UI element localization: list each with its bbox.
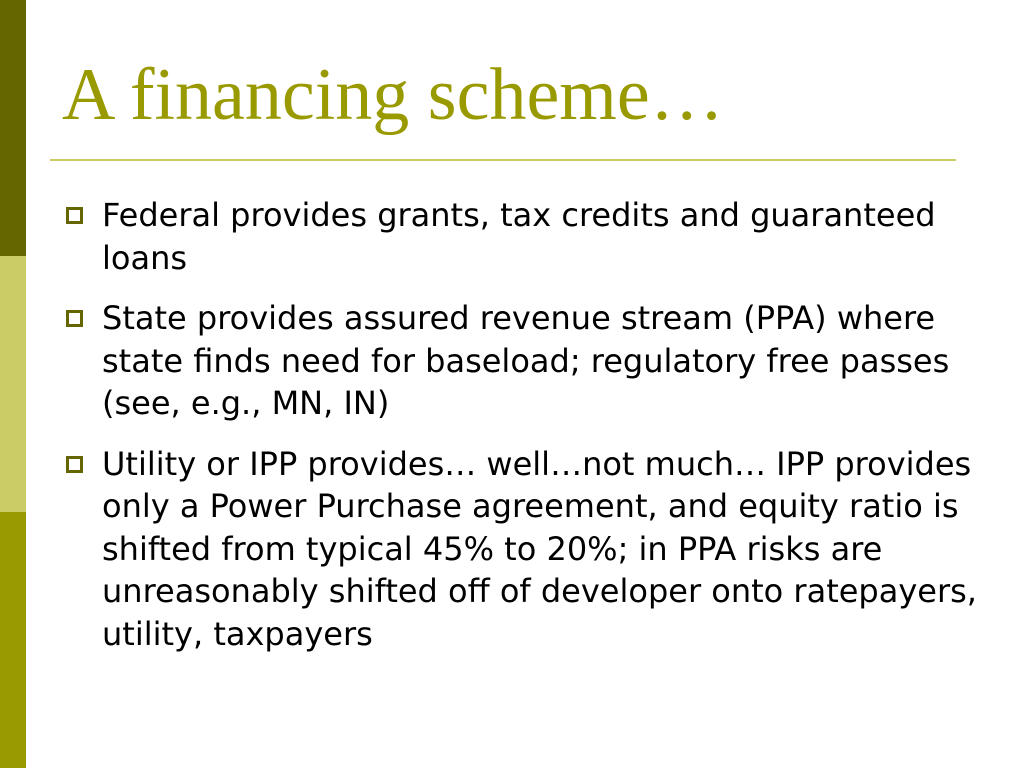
bullet-item [62,297,982,425]
bullet-text: State provides assured revenue stream (PPA) where state finds need for baseload; regulatory free passes (see, e.g., MN, IN) [102,299,950,422]
hollow-square-icon [66,310,83,327]
decorative-bar-olive [0,512,26,768]
title-divider [50,159,956,161]
hollow-square-icon [66,207,83,224]
decorative-bar-dark [0,0,26,256]
slide-title: A financing scheme… [62,54,724,136]
bullet-text: Federal provides grants, tax credits and guaranteed loans [102,196,936,277]
bullet-list [62,194,982,673]
decorative-bar-light [0,256,26,512]
bullet-item [62,194,982,279]
bullet-text: Utility or IPP provides… well…not much… IPP provides only a Power Purchase agreement, and equity ratio is shifted from typical 45% to 20%; in PPA risks are unreasonably shifted off of developer onto ratepayers, utility, taxpayers [102,444,977,653]
bullet-item [62,443,982,656]
hollow-square-icon [66,456,83,473]
